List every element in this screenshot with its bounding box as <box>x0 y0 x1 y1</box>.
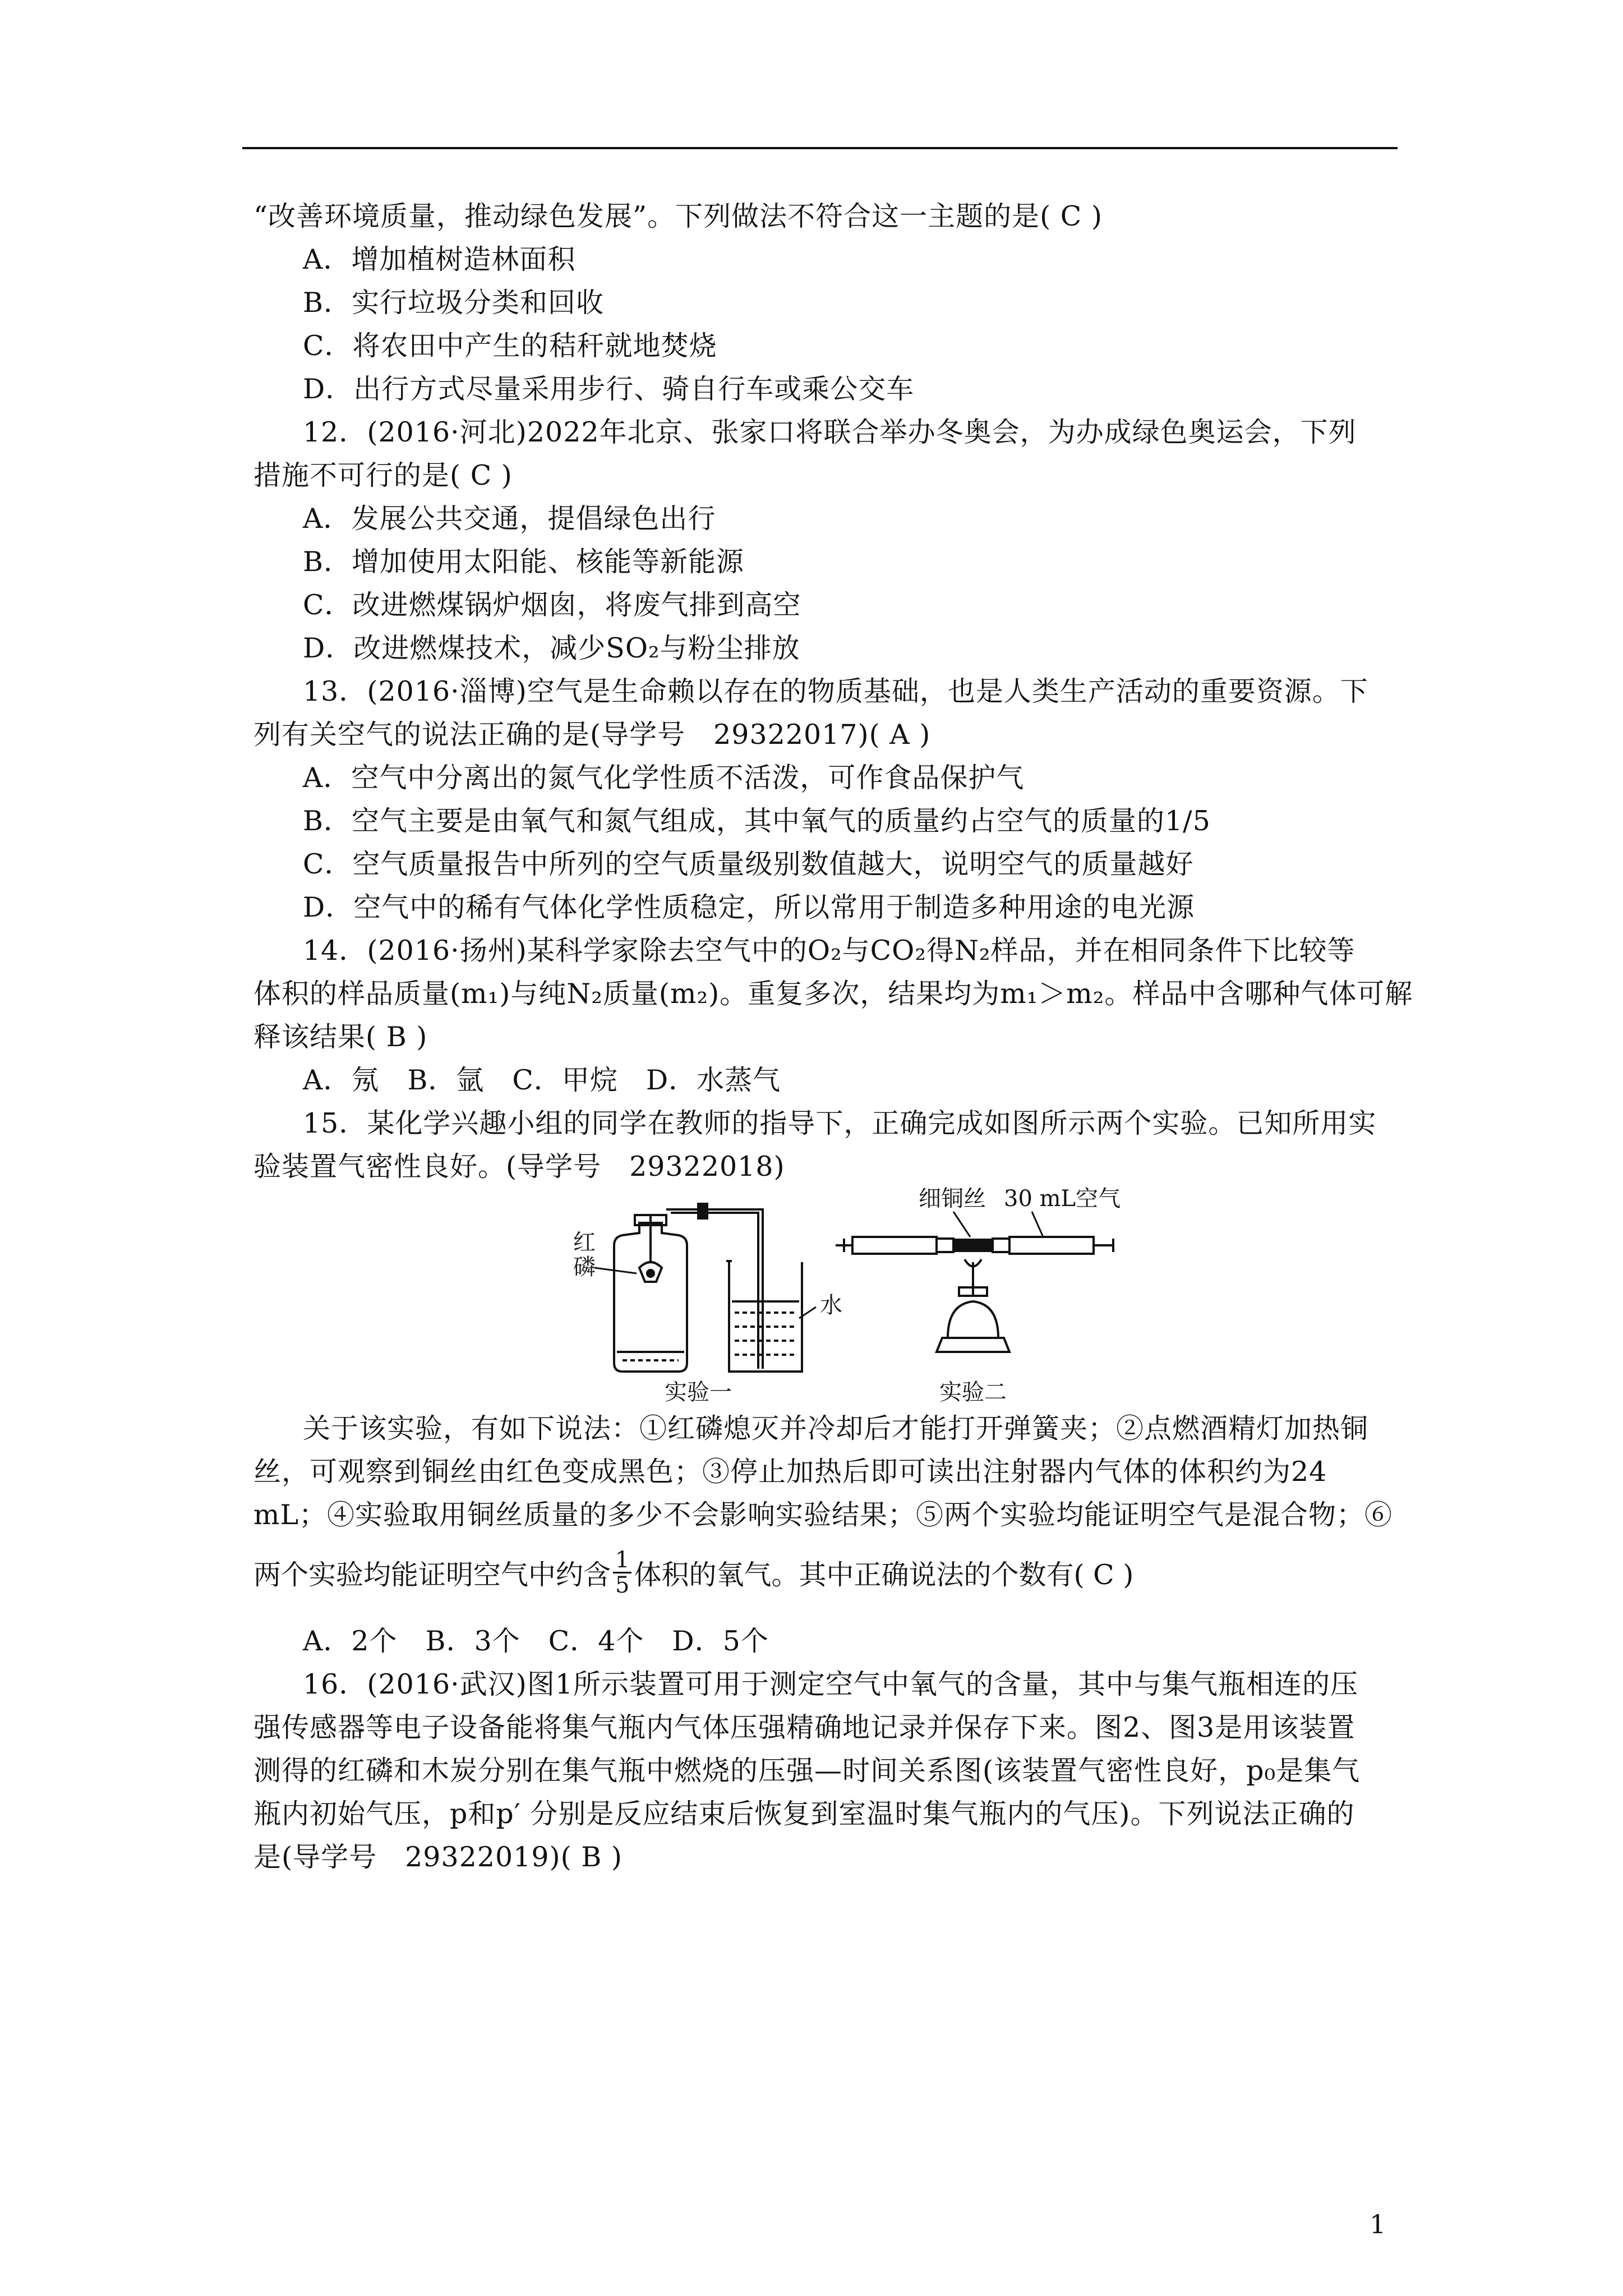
syringe-apparatus <box>836 1237 1113 1352</box>
q13-option-c: C．空气质量报告中所列的空气质量级别数值越大，说明空气的质量越好 <box>303 848 1194 880</box>
q15-body-line2: 丝，可观察到铜丝由红色变成黑色；③停止加热后即可读出注射器内气体的体积约为24 <box>253 1456 1327 1488</box>
q11-stem: “改善环境质量，推动绿色发展”。下列做法不符合这一主题的是( C ) <box>253 200 1103 232</box>
q15-stem-line1: 15．某化学兴趣小组的同学在教师的指导下，正确完成如图所示两个实验。已知所用实 <box>303 1107 1377 1139</box>
q12-option-c: C．改进燃煤锅炉烟囱，将废气排到高空 <box>303 589 801 621</box>
q15-body-line4-post: 体积的氧气。其中正确说法的个数有( C ) <box>634 1559 1134 1591</box>
q14-stem-line3: 释该结果( B ) <box>253 1021 428 1053</box>
label-water: 水 <box>820 1292 842 1318</box>
experiment-figure <box>561 1184 1150 1402</box>
label-exp2: 实验二 <box>939 1379 1007 1402</box>
q16-line1: 16．(2016·武汉)图1所示装置可用于测定空气中氧气的含量，其中与集气瓶相连的压 <box>303 1668 1359 1700</box>
q16-line3: 测得的红磷和木炭分别在集气瓶中燃烧的压强—时间关系图(该装置气密性良好，p₀是集气 <box>253 1755 1361 1787</box>
q13-stem-line1: 13．(2016·淄博)空气是生命赖以存在的物质基础，也是人类生产活动的重要资源。下 <box>303 675 1368 707</box>
label-copper-wire: 细铜丝 <box>919 1186 986 1212</box>
q15-body-line3: mL；④实验取用铜丝质量的多少不会影响实验结果；⑤两个实验均能证明空气是混合物；⑥ <box>253 1499 1393 1531</box>
label-exp1: 实验一 <box>665 1379 732 1402</box>
header-rule <box>242 147 1398 149</box>
q12-stem-line2: 措施不可行的是( C ) <box>253 459 513 491</box>
q11-option-c: C．将农田中产生的秸秆就地焚烧 <box>303 330 717 362</box>
label-air-volume: 30 mL空气 <box>1004 1186 1121 1212</box>
q12-option-a: A．发展公共交通，提倡绿色出行 <box>303 503 716 535</box>
label-red-phosphorus-2: 磷 <box>573 1254 596 1280</box>
q15-options: A．2个 B．3个 C．4个 D．5个 <box>303 1625 769 1657</box>
q12-option-b: B．增加使用太阳能、核能等新能源 <box>303 546 745 578</box>
q11-option-d: D．出行方式尽量采用步行、骑自行车或乘公交车 <box>303 373 915 405</box>
q15-body-line4-pre: 两个实验均能证明空气中约含 <box>253 1559 611 1591</box>
q13-option-a: A．空气中分离出的氮气化学性质不活泼，可作食品保护气 <box>303 762 1025 794</box>
q11-option-a: A．增加植树造林面积 <box>303 243 576 275</box>
q13-stem-line2: 列有关空气的说法正确的是(导学号 29322017)( A ) <box>253 719 931 751</box>
beaker <box>726 1261 816 1372</box>
q12-option-d: D．改进燃煤技术，减少SO₂与粉尘排放 <box>303 632 800 664</box>
q15-body-line1: 关于该实验，有如下说法：①红磷熄灭并冷却后才能打开弹簧夹；②点燃酒精灯加热铜 <box>303 1412 1369 1444</box>
page-number: 1 <box>1370 2209 1386 2239</box>
q15-stem-line2: 验装置气密性良好。(导学号 29322018) <box>253 1151 785 1182</box>
q11-option-b: B．实行垃圾分类和回收 <box>303 287 605 319</box>
q15-body-line4 <box>253 1547 1134 1602</box>
q16-line2: 强传感器等电子设备能将集气瓶内气体压强精确地记录并保存下来。图2、图3是用该装置 <box>253 1711 1355 1743</box>
q14-stem-line2: 体积的样品质量(m₁)与纯N₂质量(m₂)。重复多次，结果均为m₁＞m₂。样品中含哪种气体可解 <box>253 978 1413 1010</box>
label-red-phosphorus-1: 红 <box>573 1230 596 1255</box>
gas-bottle-apparatus <box>614 1204 763 1372</box>
fraction-denominator: 5 <box>615 1572 630 1598</box>
q16-line4: 瓶内初始气压，p和p′ 分别是反应结束后恢复到室温时集气瓶内的气压)。下列说法正确的 <box>253 1798 1355 1830</box>
q12-stem-line1: 12．(2016·河北)2022年北京、张家口将联合举办冬奥会，为办成绿色奥运会，下列 <box>303 416 1357 448</box>
fraction-one-fifth <box>613 1548 631 1597</box>
q13-option-d: D．空气中的稀有气体化学性质稳定，所以常用于制造多种用途的电光源 <box>303 891 1195 923</box>
fraction-numerator: 1 <box>613 1548 631 1573</box>
q16-line5: 是(导学号 29322019)( B ) <box>253 1841 623 1873</box>
q14-options: A．氖 B．氩 C．甲烷 D．水蒸气 <box>303 1064 781 1096</box>
q13-option-b: B．空气主要是由氧气和氮气组成，其中氧气的质量约占空气的质量的1/5 <box>303 805 1211 837</box>
q14-stem-line1: 14．(2016·扬州)某科学家除去空气中的O₂与CO₂得N₂样品，并在相同条件下比较等 <box>303 935 1355 967</box>
